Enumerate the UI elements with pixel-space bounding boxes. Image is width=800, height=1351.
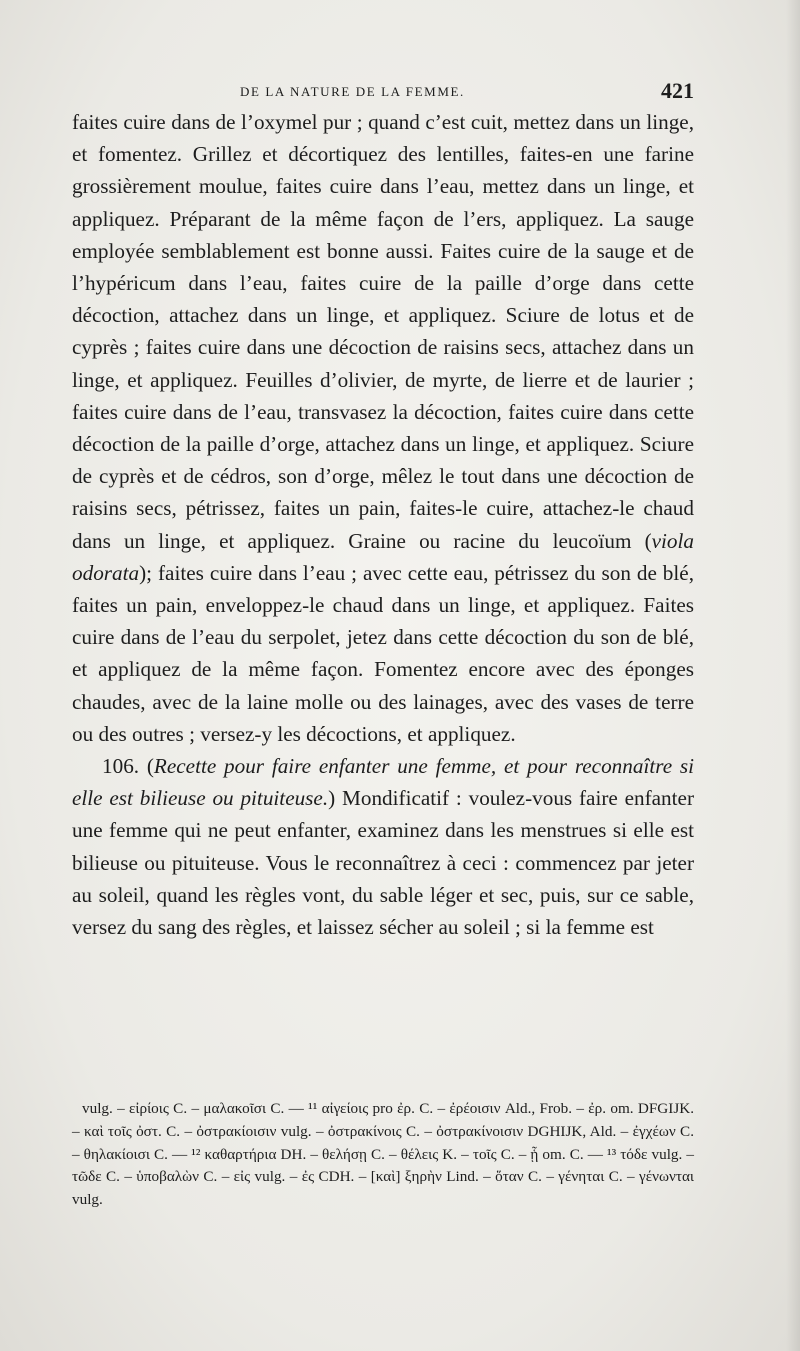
section-title: Recette pour faire enfanter une femme, et pour reconnaître si elle est bilieuse ou pituiteuse. — [72, 754, 695, 811]
section-number: 106. — [102, 754, 140, 779]
paragraph-text: Mondificatif : voulez-vous faire enfanter une femme qui ne peut enfanter, examinez dans les menstrues si elle est bilieuse ou pituiteuse. Vous le reconnaîtrez à ceci : commencez par jeter au soleil, quand les règles vont, du sable léger et sec, puis, sur ce sable, versez du sang des règles, et laissez sécher au soleil ; si la femme est — [72, 786, 694, 940]
paragraph: faites cuire dans de l’oxymel pur ; quand c’est cuit, mettez dans un linge, et fomentez. Grillez et décortiquez des lentilles, faites-en une farine grossièrement moulue, faites cuire dans l’eau, mettez dans un linge, et appliquez. Préparant de la même façon de l’ers, appliquez. La sauge employée semblablement est bonne aussi. Faites cuire de la sauge et de l’hypéricum dans l’eau, faites cuire de la paille d’orge dans cette décoction, attachez dans un linge, et appliquez. Sciure de lotus et de cyprès ; faites cuire dans une décoction de raisins secs, attachez dans un linge, et appliquez. Feuilles d’olivier, de myrte, de lierre et de laurier ; faites cuire dans de l’eau, transvasez la décoction, faites cuire dans cette décoction de la paille d’orge, attachez dans un linge, et appliquez. Sciure de cyprès et de cédros, son d’orge, mêlez le tout dans une décoction de raisins secs, pétrissez, faites un pain, faites-le cuire, attachez-le chaud dans un linge, et appliquez. Graine ou racine du leucoïum (viola odorata); faites cuire dans l’eau ; avec cette eau, pétrissez du son de blé, faites un pain, enveloppez-le chaud dans un linge, et appliquez. Faites cuire dans de l’eau du serpolet, jetez dans cette décoction du son de blé, et appliquez de la même façon. Fomentez encore avec des éponges chaudes, avec de la laine molle ou des lainages, avec des vases de terre ou des outres ; versez-y les décoctions, et appliquez. — [72, 110, 694, 746]
paragraph-text: ; faites cuire dans l’eau ; avec cette eau, pétrissez du son de blé, faites un pain, enveloppez-le chaud dans un linge, et appliquez. Faites cuire dans de l’eau du serpolet, jetez dans cette décoction du son de blé, et appliquez de la même façon. Fomentez encore avec des éponges chaudes, avec de la laine molle ou des lainages, avec des vases de terre ou des outres ; versez-y les décoctions, et appliquez. — [72, 560, 694, 746]
paragraph: 106. (Recette pour faire enfanter une femme, et pour reconnaître si elle est bilieuse ou pituiteuse.) Mondificatif : voulez-vous faire enfanter une femme qui ne peut enfanter, examinez dans les menstrues si elle est bilieuse ou pituiteuse. Vous le reconnaîtrez à ceci : commencez par jeter au soleil, quand les règles vont, du sable léger et sec, puis, sur ce sable, versez du sang des règles, et laissez sécher au soleil ; si la femme est — [72, 754, 695, 940]
body-text — [72, 106, 694, 943]
italic-term: viola odorata — [72, 528, 694, 585]
page-header — [72, 78, 694, 108]
footnotes: vulg. – εἰρίοις C. – μαλακοῖσι C. — ¹¹ αἰγείοις pro ἐρ. C. – ἐρέοισιν Ald., Frob. – ἐρ. om. DFGIJK. – καὶ τοῖς ὀστ. C. – ὀστρακίοισιν vulg. – ὀστρακίνοις C. – ὀστρακίνοισιν DGHIJK, Ald. – ἐγχέων C. – θηλακίοισι C. — ¹² καθαρτήρια DH. – θελήσῃ C. – θέλεις K. – τοῖς C. – ᾗ om. C. — ¹³ τόδε vulg. – τῶδε C. – ὑποβαλὼν C. – εἰς vulg. – ἐς CDH. – [καὶ] ξηρὴν Lind. – ὅταν C. – γένηται C. – γένωνται vulg. — [72, 1100, 694, 1209]
paragraph-text: faites cuire dans de l’oxymel pur ; quand c’est cuit, mettez dans un linge, et fomentez. Grillez et décortiquez des lentilles, faites-en une farine grossièrement moulue, faites cuire dans l’eau, mettez dans un linge, et appliquez. Préparant de la même façon de l’ers, appliquez. La sauge employée semblablement est bonne aussi. Faites cuire de la sauge et de l’hypéricum dans l’eau, faites cuire de la paille d’orge dans cette décoction, attachez dans un linge, et appliquez. Sciure de lotus et de cyprès ; faites cuire dans une décoction de raisins secs, attachez dans un linge, et appliquez. Feuilles d’olivier, de myrte, de lierre et de laurier ; faites cuire dans de l’eau, transvasez la décoction, faites cuire dans cette décoction de la paille d’orge, attachez dans un linge, et appliquez. Sciure de cyprès et de cédros, son d’orge, mêlez le tout dans une décoction de raisins secs, pétrissez, faites un pain, faites-le cuire, attachez-le chaud dans un linge, et appliquez. Graine ou racine du leucoïum — [72, 110, 694, 553]
running-title: DE LA NATURE DE LA FEMME. — [240, 84, 465, 99]
page-number: 421 — [661, 78, 694, 103]
